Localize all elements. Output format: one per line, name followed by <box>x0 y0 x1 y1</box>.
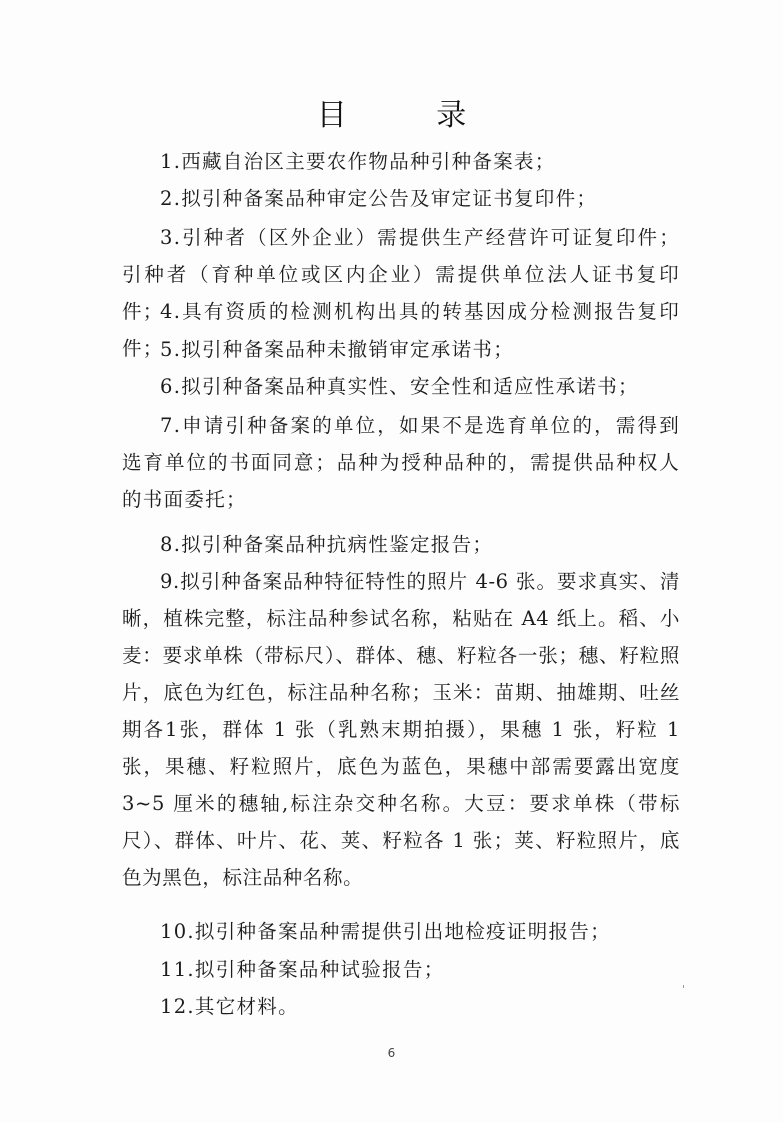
list-item-7: 7.申请引种备案的单位，如果不是选育单位的，需得到选育单位的书面同意；品种为授种品种的，需提供品种权人的书面委托； <box>122 414 680 511</box>
list-item-5: 5.拟引种备案品种未撤销审定承诺书； <box>160 338 515 361</box>
list-item-1: 1.西藏自治区主要农作物品种引种备案表； <box>160 150 556 173</box>
list-item-11: 11.拟引种备案品种试验报告； <box>160 958 445 981</box>
list-item-10: 10.拟引种备案品种需提供引出地检疫证明报告； <box>160 920 611 943</box>
page-title: 目 录 <box>316 98 507 133</box>
list-item-8: 8.拟引种备案品种抗病性鉴定报告； <box>160 533 494 556</box>
page-number: 6 <box>387 1046 396 1060</box>
scan-speck <box>683 985 684 988</box>
list-item-4: 4.具有资质的检测机构出具的转基因成分检测报告复印件； <box>122 300 680 360</box>
list-item-12: 12.其它材料。 <box>160 995 299 1018</box>
list-item-6: 6.拟引种备案品种真实性、安全性和适应性承诺书； <box>160 375 639 398</box>
list-item-9: 9.拟引种备案品种特征特性的照片 4-6 张。要求真实、清晰，植株完整，标注品种参试名称，粘贴在 A4 纸上。稻、小麦：要求单株（带标尺）、群体、穗、籽粒各一张；穗、籽粒照片，底色为红色，标注品种名称；玉米：苗期、抽雄期、吐丝期各1张，群体 1 张（乳熟末期拍摄），果穗 1 张，籽粒 1 张，果穗、籽粒照片，底色为蓝色，果穗中部需要露出宽度 3~5 厘米的穗轴,标注杂交种名称。大豆：要求单株（带标尺）、群体、叶片、花、荚、籽粒各 1 张；荚、籽粒照片，底色为黑色，标注品种名称。 <box>122 570 680 889</box>
list-item-2: 2.拟引种备案品种审定公告及审定证书复印件； <box>160 187 598 210</box>
list-item-3: 3.引种者（区外企业）需提供生产经营许可证复印件；引种者（育种单位或区内企业）需提供单位法人证书复印件； <box>122 226 680 323</box>
